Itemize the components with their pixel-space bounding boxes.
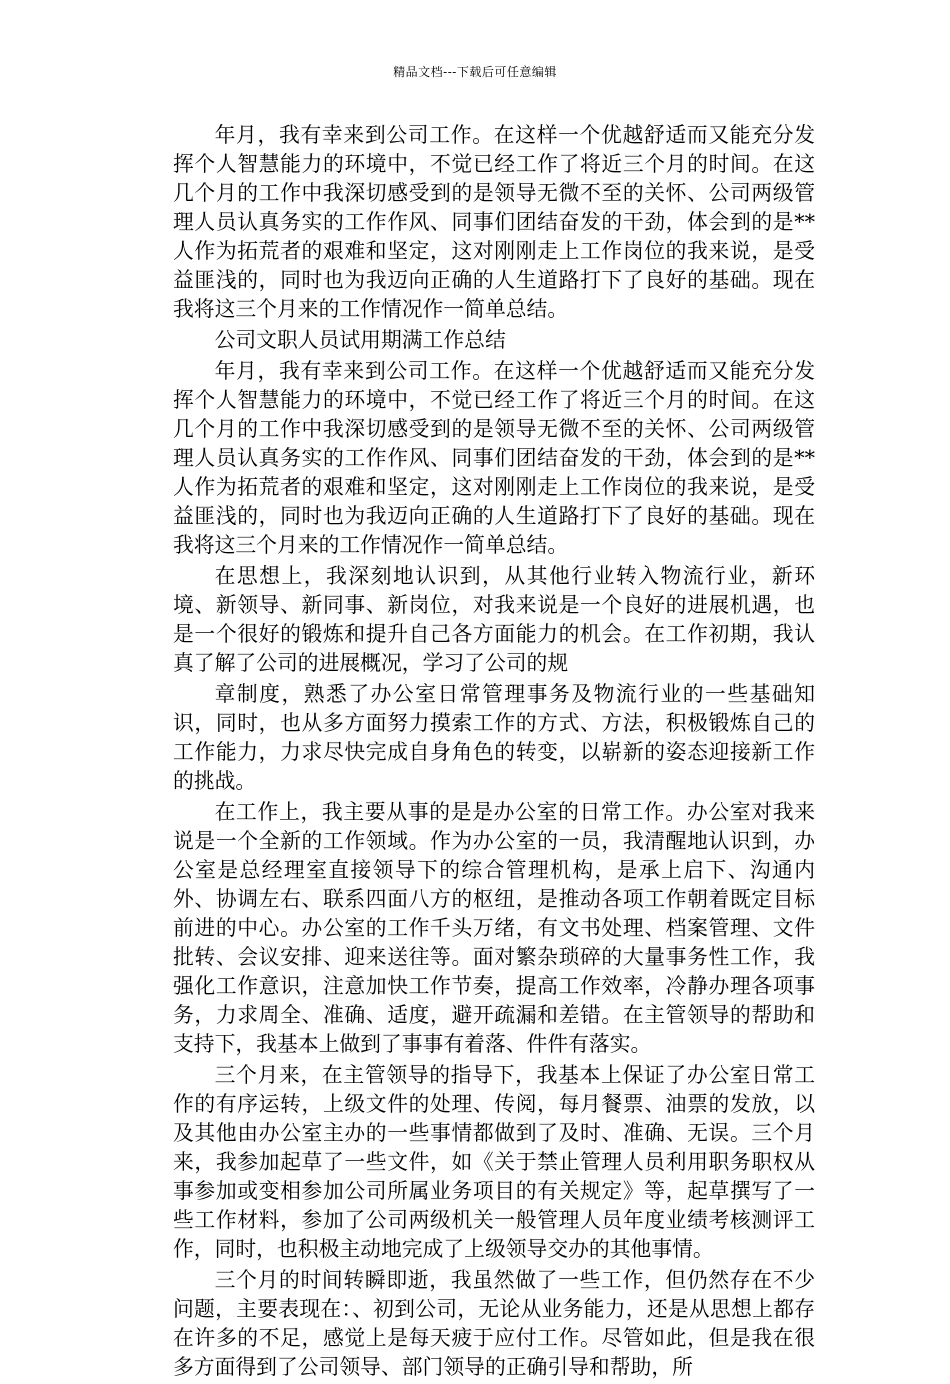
paragraph-thinking: 在思想上，我深刻地认识到，从其他行业转入物流行业，新环境、新领导、新同事、新岗位，对我来说是一个良好的进展机遇，也是一个很好的锻炼和提升自己各方面能力的机会。在工作初期，我认真了解了公司的进展概况，学习了公司的规 <box>173 564 815 675</box>
document-title: 公司文职人员试用期满工作总结 <box>214 328 506 352</box>
paragraph-intro-repeat: 年月，我有幸来到公司工作。在这样一个优越舒适而又能充分发挥个人智慧能力的环境中，不觉已经工作了将近三个月的时间。在这几个月的工作中我深切感受到的是领导无微不至的关怀、公司两级管理人员认真务实的工作作风、同事们团结奋发的干劲，体会到的是**人作为拓荒者的艰难和坚定，这对刚刚走上工作岗位的我来说，是受益匪浅的，同时也为我迈向正确的人生道路打下了良好的基础。现在我将这三个月来的工作情况作一简单总结。 <box>173 359 815 557</box>
document-body <box>173 121 815 1384</box>
paragraph-intro: 年月，我有幸来到公司工作。在这样一个优越舒适而又能充分发挥个人智慧能力的环境中，不觉已经工作了将近三个月的时间。在这几个月的工作中我深切感受到的是领导无微不至的关怀、公司两级管理人员认真务实的工作作风、同事们团结奋发的干劲，体会到的是**人作为拓荒者的艰难和坚定，这对刚刚走上工作岗位的我来说，是受益匪浅的，同时也为我迈向正确的人生道路打下了良好的基础。现在我将这三个月来的工作情况作一简单总结。 <box>173 123 815 321</box>
page-header: 精品文档---下载后可任意编辑 <box>393 65 557 79</box>
paragraph-problems: 三个月的时间转瞬即逝，我虽然做了一些工作，但仍然存在不少问题，主要表现在：、初到公司，无论从业务能力，还是从思想上都存在许多的不足，感觉上是每天疲于应付工作。尽管如此，但是我在很多方面得到了公司领导、部门领导的正确引导和帮助，所 <box>173 1268 815 1379</box>
paragraph-rules: 章制度，熟悉了办公室日常管理事务及物流行业的一些基础知识，同时，也从多方面努力摸索工作的方式、方法，积极锻炼自己的工作能力，力求尽快完成自身角色的转变，以崭新的姿态迎接新工作的挑战。 <box>173 682 815 793</box>
paragraph-work: 在工作上，我主要从事的是是办公室的日常工作。办公室对我来说是一个全新的工作领域。作为办公室的一员，我清醒地认识到，办公室是总经理室直接领导下的综合管理机构，是承上启下、沟通内外、协调左右、联系四面八方的枢纽，是推动各项工作朝着既定目标前进的中心。办公室的工作千头万绪，有文书处理、档案管理、文件批转、会议安排、迎来送往等。面对繁杂琐碎的大量事务性工作，我强化工作意识，注意加快工作节奏，提高工作效率，冷静办理各项事务，力求周全、准确、适度，避开疏漏和差错。在主管领导的帮助和支持下，我基本上做到了事事有着落、件件有落实。 <box>173 800 815 1056</box>
paragraph-three-months: 三个月来，在主管领导的指导下，我基本上保证了办公室日常工作的有序运转，上级文件的处理、传阅，每月餐票、油票的发放，以及其他由办公室主办的一些事情都做到了及时、准确、无误。三个月来，我参加起草了一些文件，如《关于禁止管理人员利用职务职权从事参加或变相参加公司所属业务项目的有关规定》等，起草撰写了一些工作材料，参加了公司两级机关一般管理人员年度业绩考核测评工作，同时，也积极主动地完成了上级领导交办的其他事情。 <box>173 1063 815 1261</box>
